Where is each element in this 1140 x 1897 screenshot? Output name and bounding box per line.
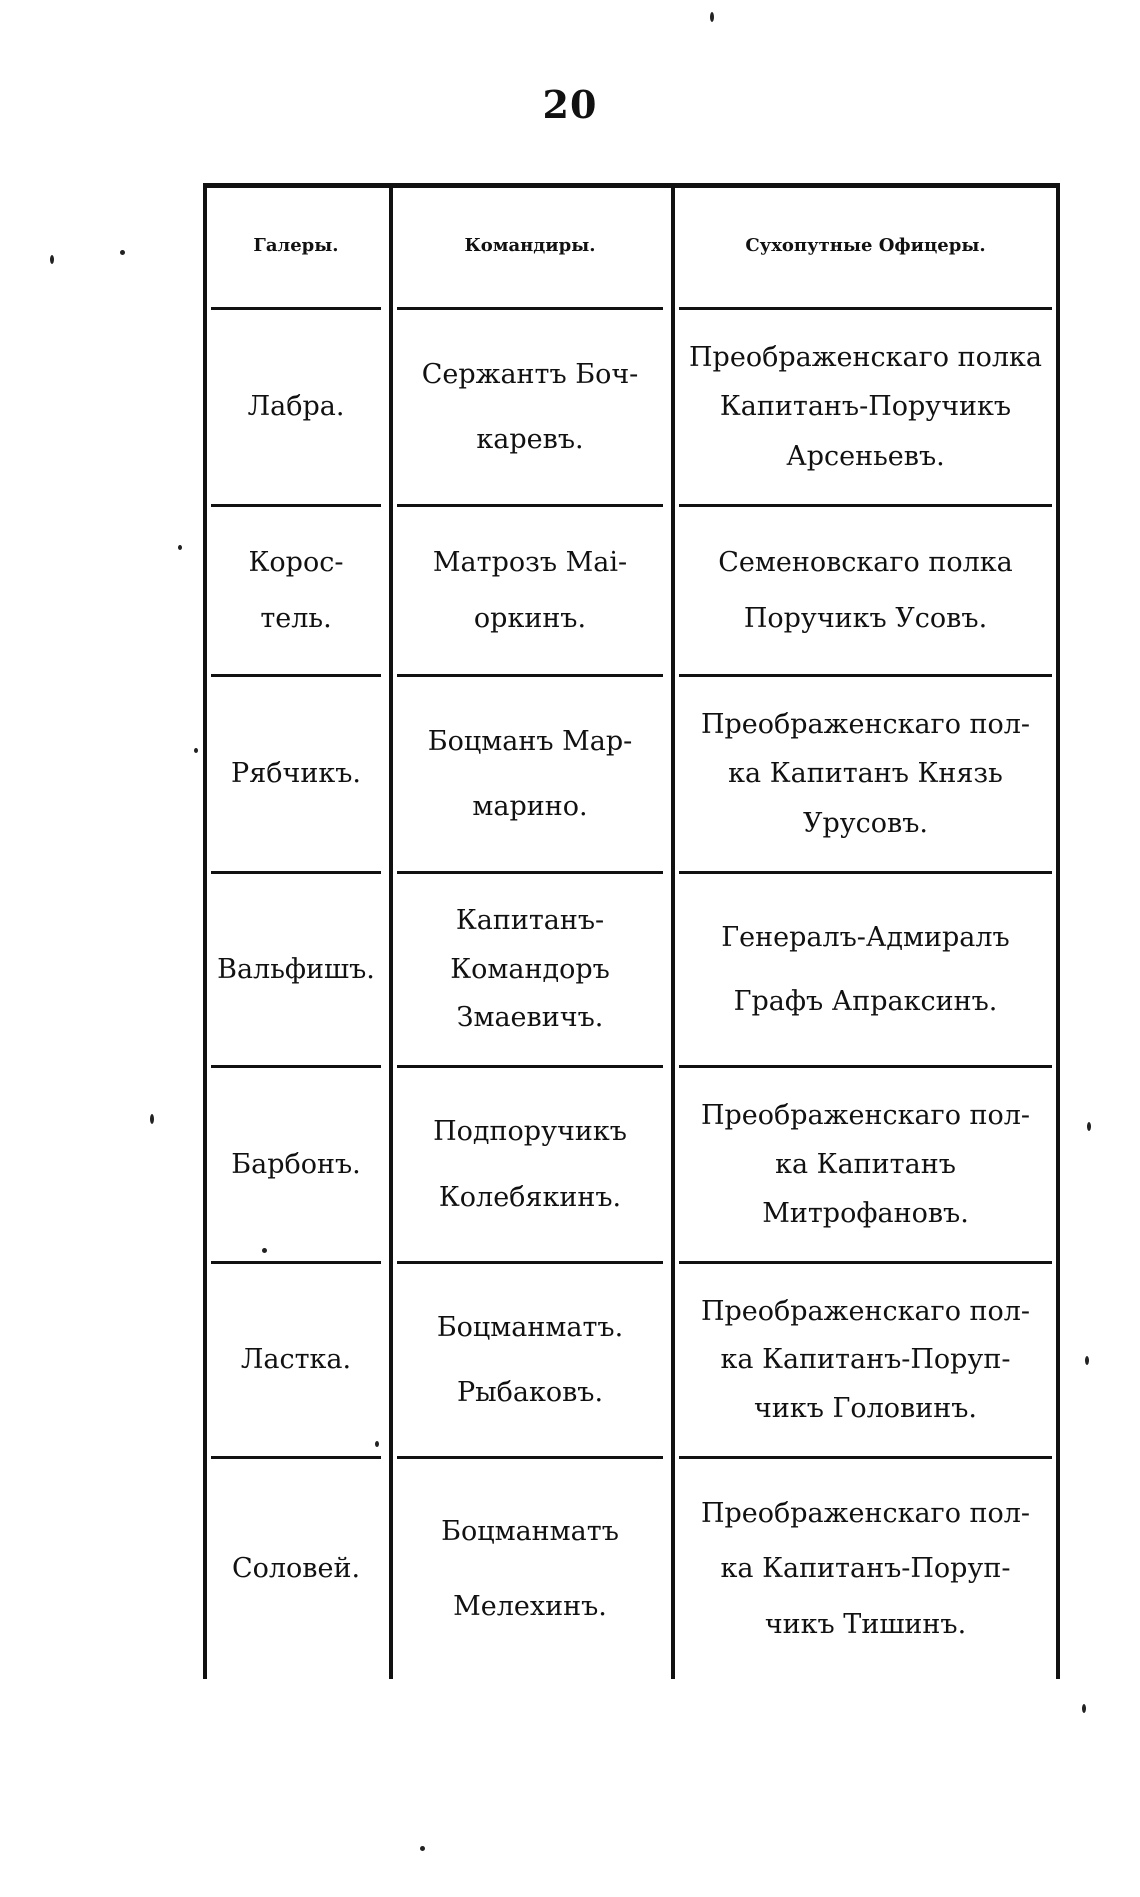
galley-name: Ластка. [240,1344,352,1376]
commander-cell [389,1264,671,1456]
print-speck [194,748,198,753]
galley-name-cell [203,507,389,674]
page-number: 20 [542,82,598,127]
officers-cell [671,1068,1060,1261]
officers-cell [671,677,1060,871]
galley-name-cell [203,1459,389,1679]
commander-line: Капитанъ- [455,905,605,937]
officers-line: Графъ Апраксинъ. [733,986,998,1018]
commander-line: Подпоручикъ [433,1116,627,1148]
officers-line: ка Капитанъ-Поруп- [720,1344,1011,1376]
commander-line: Боцманматъ. [436,1311,624,1343]
column-header-label: Галеры. [253,234,339,256]
column-header-label: Сухопутные Офицеры. [745,234,986,256]
column-header-commander [389,183,671,307]
commander-line: Боцманматъ [441,1516,619,1548]
commander-line: каревъ. [476,424,584,456]
officers-line: Преображенскаго пол- [700,1099,1031,1131]
commander-cell [389,874,671,1065]
commander-cell [389,1459,671,1679]
officers-line: Преображенскаго пол- [700,1295,1031,1327]
officers-line: Капитанъ-Поручикъ [719,391,1012,423]
galley-name: Лабра. [247,391,345,423]
officers-line: Митрофановъ. [762,1197,969,1229]
print-speck [1082,1704,1086,1713]
column-header-label: Командиры. [464,234,596,256]
commander-line: марино. [472,791,588,823]
print-speck [150,1114,154,1124]
officers-line: Преображенскаго полка [689,342,1042,374]
galley-name-line: тель. [260,603,332,635]
galley-name-cell [203,1264,389,1456]
print-speck [710,12,714,22]
column-header-galley [203,183,389,307]
officers-cell [671,874,1060,1065]
commander-line: Командоръ [450,953,610,985]
commander-line: Змаевичъ. [456,1002,604,1034]
galley-name-cell [203,310,389,504]
galley-name-cell [203,874,389,1065]
commander-line: оркинъ. [473,603,587,635]
print-speck [1087,1122,1091,1131]
galley-name: Вальфишъ. [217,953,375,985]
officers-line: чикъ Тишинъ. [764,1609,967,1641]
officers-line: Арсеньевъ. [786,440,945,472]
galley-name-cell [203,1068,389,1261]
officers-line: чикъ Головинъ. [754,1393,977,1425]
officers-line: Урусовъ. [802,807,929,839]
print-speck [120,250,125,255]
officers-line: ка Капитанъ Князь [728,758,1003,790]
print-speck [50,255,54,264]
officers-line: Генералъ-Адмиралъ [721,921,1010,953]
commander-cell [389,310,671,504]
print-speck [178,545,182,550]
officers-line: Семеновскаго полка [718,546,1013,578]
commander-line: Матрозъ Маі- [432,546,628,578]
print-speck [420,1846,425,1851]
galley-name-cell [203,677,389,871]
print-speck [262,1248,267,1253]
column-header-officers [671,183,1060,307]
galley-table [203,183,1060,1679]
commander-cell [389,507,671,674]
galley-name: Рябчикъ. [231,758,361,790]
commander-cell [389,677,671,871]
officers-line: ка Капитанъ-Поруп- [720,1553,1011,1585]
print-speck [1085,1356,1089,1365]
commander-cell [389,1068,671,1261]
commander-line: Колебякинъ. [438,1181,622,1213]
officers-cell [671,1459,1060,1679]
commander-line: Мелехинъ. [453,1590,607,1622]
commander-line: Боцманъ Мар- [427,725,633,757]
commander-line: Сержантъ Боч- [421,358,639,390]
officers-line: Преображенскаго пол- [700,709,1031,741]
officers-line: Поручикъ Усовъ. [743,603,988,635]
officers-cell [671,507,1060,674]
officers-line: Преображенскаго пол- [700,1497,1031,1529]
officers-line: ка Капитанъ [775,1148,956,1180]
print-speck [375,1441,379,1447]
officers-cell [671,1264,1060,1456]
officers-cell [671,310,1060,504]
galley-name-line: Корос- [248,546,344,578]
galley-name: Соловей. [231,1553,361,1585]
galley-name: Барбонъ. [231,1148,361,1180]
commander-line: Рыбаковъ. [456,1376,604,1408]
